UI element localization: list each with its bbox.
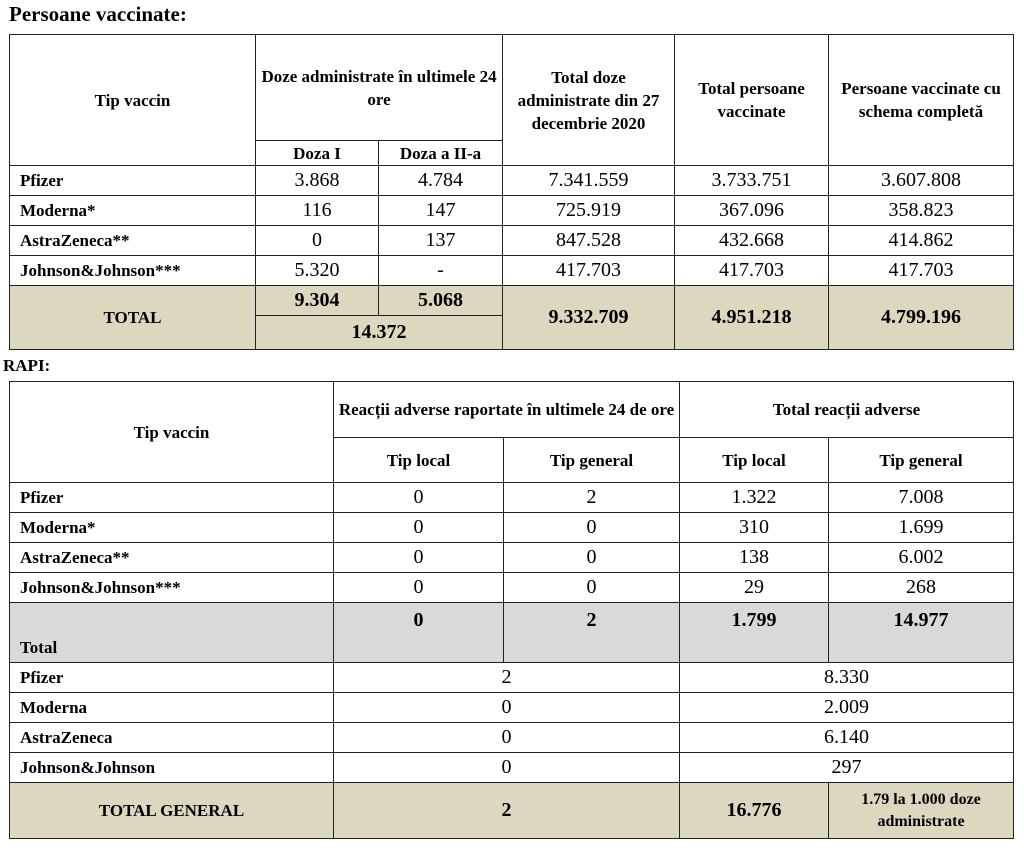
schema-value: 3.607.808 bbox=[829, 166, 1014, 196]
local-24h-value: 0 bbox=[334, 483, 504, 513]
table-row bbox=[10, 573, 1014, 603]
summary-row bbox=[10, 693, 1014, 723]
summary-row bbox=[10, 663, 1014, 693]
header-tip-vaccin: Tip vaccin bbox=[10, 35, 256, 166]
vaccinated-table bbox=[9, 34, 1014, 350]
vaccine-name: Johnson&Johnson bbox=[10, 753, 334, 783]
schema-value: 358.823 bbox=[829, 196, 1014, 226]
general-total-value: 268 bbox=[829, 573, 1014, 603]
header-doze-24h: Doze administrate în ultimele 24 ore bbox=[256, 35, 503, 141]
general-24h-value: 0 bbox=[504, 573, 680, 603]
general-24h-value: 2 bbox=[504, 483, 680, 513]
summary-total-value: 6.140 bbox=[680, 723, 1014, 753]
summary-24h-value: 2 bbox=[334, 663, 680, 693]
schema-value: 417.703 bbox=[829, 256, 1014, 286]
header-doza-2: Doza a II-a bbox=[379, 141, 503, 166]
table-row bbox=[10, 196, 1014, 226]
rapi-heading: RAPI: bbox=[3, 356, 51, 375]
vaccine-name: Moderna bbox=[10, 693, 334, 723]
local-total-value: 29 bbox=[680, 573, 829, 603]
total-general-total: 16.776 bbox=[680, 783, 829, 839]
table-row bbox=[10, 166, 1014, 196]
doza-1-value: 116 bbox=[256, 196, 379, 226]
vaccine-name: Pfizer bbox=[10, 483, 334, 513]
total-persoane-value: 417.703 bbox=[675, 256, 829, 286]
total-general-total: 14.977 bbox=[829, 603, 1014, 663]
doza-2-value: 137 bbox=[379, 226, 503, 256]
vaccine-name: AstraZeneca** bbox=[10, 226, 256, 256]
total-local-total: 1.799 bbox=[680, 603, 829, 663]
doza-2-value: 147 bbox=[379, 196, 503, 226]
summary-24h-value: 0 bbox=[334, 753, 680, 783]
summary-24h-value: 0 bbox=[334, 693, 680, 723]
total-local-24h: 0 bbox=[334, 603, 504, 663]
summary-24h-value: 0 bbox=[334, 723, 680, 753]
header-total-reactii: Total reacții adverse bbox=[680, 382, 1014, 438]
total-persoane-value: 432.668 bbox=[675, 226, 829, 256]
total-general-label: TOTAL GENERAL bbox=[10, 783, 334, 839]
total-persoane-value: 367.096 bbox=[675, 196, 829, 226]
total-schema-value: 4.799.196 bbox=[829, 286, 1014, 350]
total-general-24h: 2 bbox=[504, 603, 680, 663]
doza-2-value: 4.784 bbox=[379, 166, 503, 196]
general-24h-value: 0 bbox=[504, 513, 680, 543]
general-total-value: 6.002 bbox=[829, 543, 1014, 573]
header-tip-general-24h: Tip general bbox=[504, 438, 680, 483]
header-total-persoane: Total persoane vaccinate bbox=[675, 35, 829, 166]
header-tip-general-total: Tip general bbox=[829, 438, 1014, 483]
doza-1-value: 5.320 bbox=[256, 256, 379, 286]
local-total-value: 138 bbox=[680, 543, 829, 573]
local-24h-value: 0 bbox=[334, 543, 504, 573]
summary-row bbox=[10, 723, 1014, 753]
header-doza-1: Doza I bbox=[256, 141, 379, 166]
local-total-value: 1.322 bbox=[680, 483, 829, 513]
table-row bbox=[10, 256, 1014, 286]
header-reactii-24h: Reacții adverse raportate în ultimele 24 de ore bbox=[334, 382, 680, 438]
total-label: Total bbox=[10, 603, 334, 663]
total-persoane-value: 3.733.751 bbox=[675, 166, 829, 196]
total-row bbox=[10, 286, 1014, 316]
vaccine-name: Moderna* bbox=[10, 513, 334, 543]
total-doze-value: 847.528 bbox=[503, 226, 675, 256]
general-total-value: 7.008 bbox=[829, 483, 1014, 513]
vaccine-name: Pfizer bbox=[10, 166, 256, 196]
vaccinated-heading: Persoane vaccinate: bbox=[9, 2, 187, 26]
total-doza-1: 9.304 bbox=[256, 286, 379, 316]
vaccine-name: AstraZeneca** bbox=[10, 543, 334, 573]
total-doze-value: 9.332.709 bbox=[503, 286, 675, 350]
table-row bbox=[10, 226, 1014, 256]
header-total-doze: Total doze administrate din 27 decembrie 2020 bbox=[503, 35, 675, 166]
general-24h-value: 0 bbox=[504, 543, 680, 573]
summary-total-value: 297 bbox=[680, 753, 1014, 783]
total-persoane-value: 4.951.218 bbox=[675, 286, 829, 350]
summary-total-value: 8.330 bbox=[680, 663, 1014, 693]
total-label: TOTAL bbox=[10, 286, 256, 350]
table-row bbox=[10, 483, 1014, 513]
total-general-24h: 2 bbox=[334, 783, 680, 839]
total-row bbox=[10, 603, 1014, 663]
vaccine-name: AstraZeneca bbox=[10, 723, 334, 753]
header-tip-vaccin: Tip vaccin bbox=[10, 382, 334, 483]
schema-value: 414.862 bbox=[829, 226, 1014, 256]
vaccine-name: Johnson&Johnson*** bbox=[10, 573, 334, 603]
total-general-row bbox=[10, 783, 1014, 839]
table-row bbox=[10, 513, 1014, 543]
total-doza-2: 5.068 bbox=[379, 286, 503, 316]
local-24h-value: 0 bbox=[334, 573, 504, 603]
vaccine-name: Johnson&Johnson*** bbox=[10, 256, 256, 286]
doza-2-value: - bbox=[379, 256, 503, 286]
table-row bbox=[10, 543, 1014, 573]
header-schema-completa: Persoane vaccinate cu schema completă bbox=[829, 35, 1014, 166]
vaccine-name: Pfizer bbox=[10, 663, 334, 693]
total-doze-24h-sum: 14.372 bbox=[256, 316, 503, 350]
general-total-value: 1.699 bbox=[829, 513, 1014, 543]
header-tip-local-total: Tip local bbox=[680, 438, 829, 483]
summary-total-value: 2.009 bbox=[680, 693, 1014, 723]
local-total-value: 310 bbox=[680, 513, 829, 543]
doza-1-value: 3.868 bbox=[256, 166, 379, 196]
rapi-table bbox=[9, 381, 1014, 839]
total-general-rate: 1.79 la 1.000 doze administrate bbox=[829, 783, 1014, 839]
doza-1-value: 0 bbox=[256, 226, 379, 256]
total-doze-value: 7.341.559 bbox=[503, 166, 675, 196]
total-doze-value: 417.703 bbox=[503, 256, 675, 286]
header-tip-local-24h: Tip local bbox=[334, 438, 504, 483]
total-doze-value: 725.919 bbox=[503, 196, 675, 226]
vaccine-name: Moderna* bbox=[10, 196, 256, 226]
local-24h-value: 0 bbox=[334, 513, 504, 543]
summary-row bbox=[10, 753, 1014, 783]
